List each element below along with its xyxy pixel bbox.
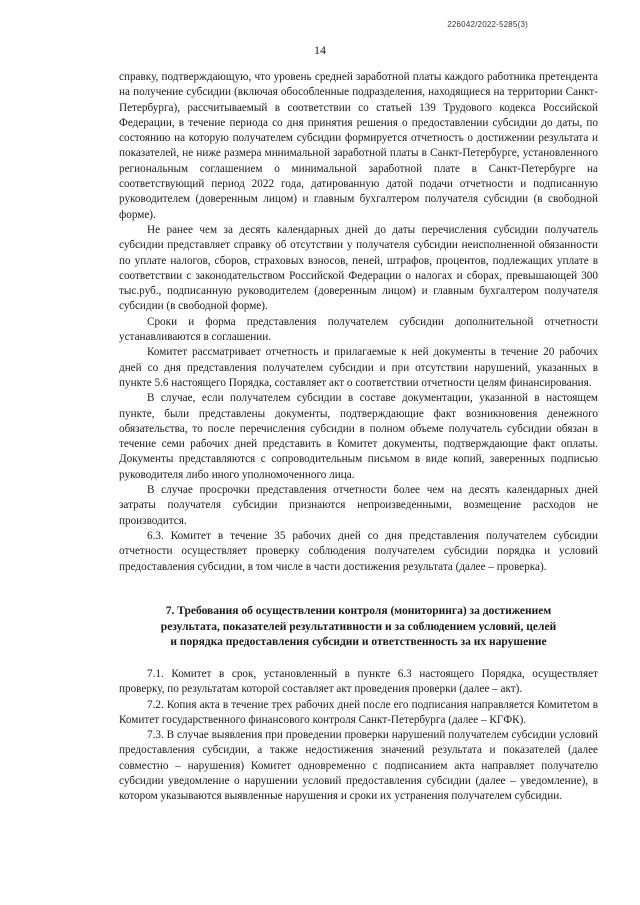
- paragraph-7-2: 7.2. Копия акта в течение трех рабочих дней после его подписания направляется Комитетом в Комитет государственного финансового контроля Санкт-Петербурга (далее – КГФК).: [119, 698, 598, 726]
- section-7-title-line-1: 7. Требования об осуществлении контроля (мониторинга) за достижением: [165, 605, 552, 617]
- body-text-upper: [119, 70, 598, 575]
- document-id: 226042/2022-5285(3): [447, 20, 528, 29]
- paragraph-6-3: 6.3. Комитет в течение 35 рабочих дней со дня представления получателем субсидии отчетности осуществляет проверку соблюдения получателем субсидии порядка и условий предоставления субсидии, в том числе в части достижения результата (далее – проверка).: [119, 529, 598, 573]
- body-text-section-7: [119, 667, 598, 805]
- paragraph-tax-certificate: Не ранее чем за десять календарных дней до даты перечисления субсидии получатель субсидии представляет справку об отсутствии у получателя субсидии неисполненной обязанности по уплате налогов, сборов, страховых взносов, пеней, штрафов, процентов, подлежащих уплате в соответствии с законодательством Российской Федерации о налогах и сборах, превышающей 300 тыс.руб., подписанную руководителем (доверенным лицом) и главным бухгалтером получателя субсидии (в свободной форме).: [119, 223, 598, 313]
- paragraph-7-3: 7.3. В случае выявления при проведении проверки нарушений получателем субсидии условий предоставления субсидии, а также недостижения значений результата и показателей (далее совместно – нарушения) Комитет одновременно с подписанием акта направляет получателю субсидии уведомление о нарушении условий предоставления субсидии (далее – уведомление), в котором указываются выявленные нарушения и сроки их устранения получателем субсидии.: [119, 729, 598, 803]
- section-7-title-line-3: и порядка предоставления субсидии и ответственность за их нарушение: [170, 636, 547, 648]
- section-7-title: [119, 604, 598, 651]
- paragraph-continuation: справку, подтверждающую, что уровень средней заработной платы каждого работника претендента на получение субсидии (включая обособленные подразделения, находящиеся на территории Санкт-Петербурга), рассчитываемый в соответствии со статьей 139 Трудового кодекса Российской Федерации, в течение периода со дня принятия решения о предоставлении субсидии до даты, по состоянию на которую получателем субсидии формируется отчетность о достижении результата и показателей, не ниже размера минимальной заработной платы в Санкт-Петербурге, установленного региональным соглашением о минимальной заработной плате в Санкт-Петербурге на соответствующий период 2022 года, датированную датой подачи отчетности и подписанную руководителем (доверенным лицом) и главным бухгалтером получателя субсидии (в свободной форме).: [119, 71, 598, 221]
- paragraph-7-1: 7.1. Комитет в срок, установленный в пункте 6.3 настоящего Порядка, осуществляет проверку, по результатам которой составляет акт проведения проверки (далее – акт).: [119, 668, 598, 696]
- paragraph-reporting-delay: В случае просрочки представления отчетности более чем на десять календарных дней затраты получателя субсидии признаются непроизведенными, возмещение расходов не производится.: [119, 484, 598, 527]
- page-number: 14: [314, 43, 326, 57]
- paragraph-committee-review: Комитет рассматривает отчетность и прилагаемые к ней документы в течение 20 рабочих дней со дня представления получателем субсидии и при отсутствии нарушений, указанных в пункте 5.6 настоящего Порядка, составляет акт о соответствии отчетности целям финансирования.: [119, 346, 598, 389]
- paragraph-payment-documents: В случае, если получателем субсидии в составе документации, указанной в настоящем пункте, были представлены документы, подтверждающие факт возникновения денежного обязательства, то после перечисления субсидии в полном объеме получатель субсидии обязан в течение семи рабочих дней представить в Комитет документы, подтверждающие факт оплаты. Документы представляются с сопроводительным письмом в виде копий, заверенных подписью руководителя либо иного уполномоченного лица.: [119, 392, 598, 481]
- paragraph-additional-reporting: Сроки и форма представления получателем субсидии дополнительной отчетности устанавливаются в соглашении.: [119, 315, 598, 344]
- section-7-title-line-2: результата, показателей результативности и за соблюдением условий, целей: [160, 620, 557, 633]
